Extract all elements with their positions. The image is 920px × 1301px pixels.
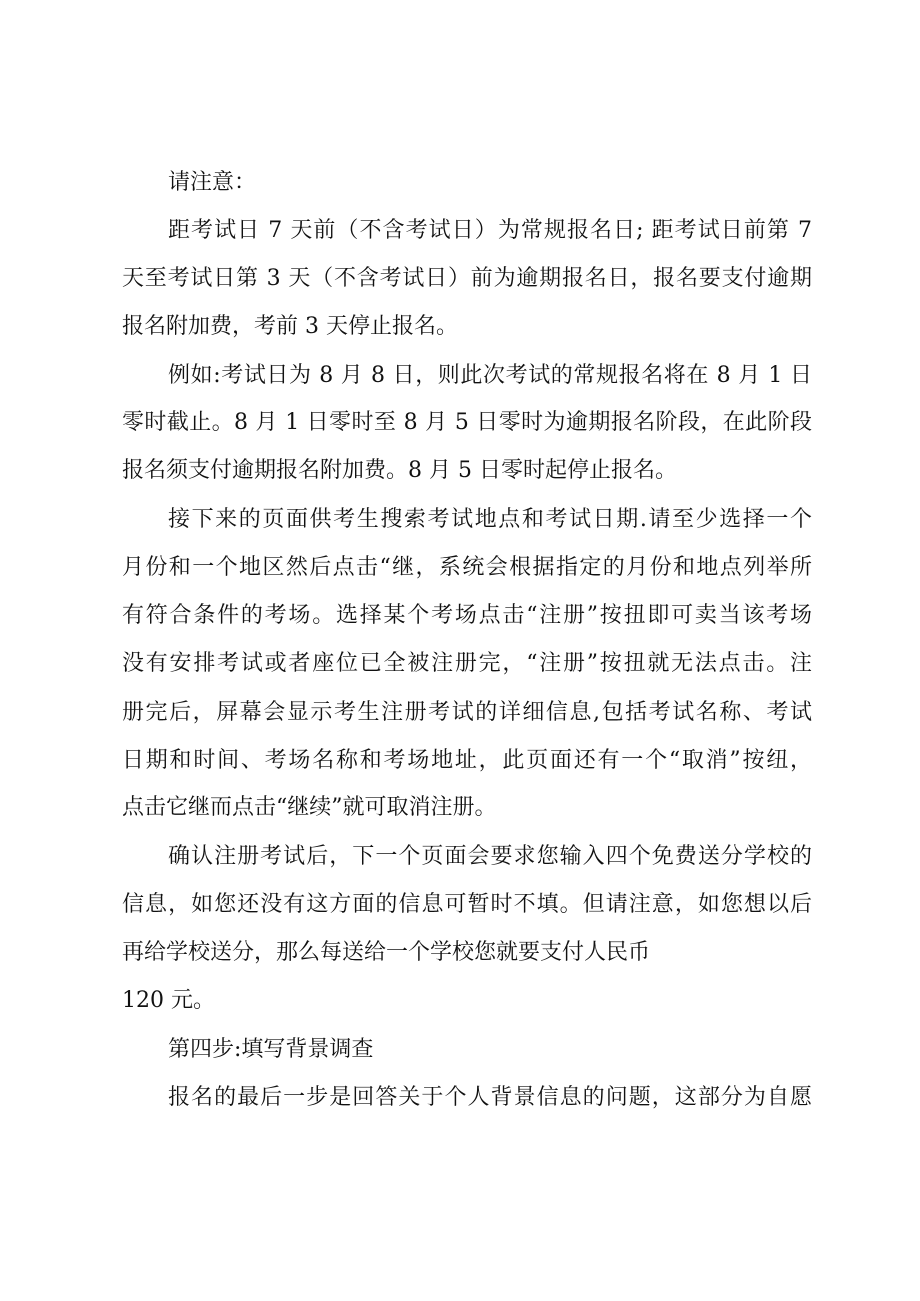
paragraph-1-line-1: 距考试日 7 天前（不含考试日）为常规报名日; 距考试日前第 7 — [168, 218, 812, 243]
paragraph-4-line-3: 再给学校送分，那么每送给一个学校您就要支付人民币 — [122, 940, 651, 965]
paragraph-2-line-3: 报名须支付逾期报名附加费。8 月 5 日零时起停止报名。 — [122, 458, 677, 483]
paragraph-4-line-1: 确认注册考试后，下一个页面会要求您输入四个免费送分学校的 — [168, 844, 812, 869]
paragraph-3-line-5: 册完后，屏幕会显示考生注册考试的详细信息,包括考试名称、考试 — [122, 700, 812, 725]
paragraph-3-line-1: 接下来的页面供考生搜索考试地点和考试日期.请至少选择一个 — [168, 507, 812, 532]
paragraph-3-line-6: 日期和时间、考场名称和考场地址，此页面还有一个“取消”按纽， — [122, 748, 812, 773]
paragraph-5-line-1: 报名的最后一步是回答关于个人背景信息的问题，这部分为自愿 — [168, 1085, 812, 1110]
paragraph-4-line-2: 信息，如您还没有这方面的信息可暂时不填。但请注意，如您想以后 — [122, 892, 812, 917]
paragraph-1-line-3: 报名附加费，考前 3 天停止报名。 — [122, 314, 458, 339]
step-heading: 第四步:填写背景调查 — [168, 1037, 374, 1062]
paragraph-1-line-2: 天至考试日第 3 天（不含考试日）前为逾期报名日，报名要支付逾期 — [122, 266, 812, 291]
paragraph-2-line-1: 例如:考试日为 8 月 8 日，则此次考试的常规报名将在 8 月 1 日 — [168, 363, 812, 388]
paragraph-3-line-3: 有符合条件的考场。选择某个考场点击“注册”按扭即可卖当该考场 — [122, 603, 812, 628]
notice-heading: 请注意： — [168, 170, 257, 195]
paragraph-3-line-7: 点击它继而点击“继续”就可取消注册。 — [122, 795, 497, 820]
paragraph-2-line-2: 零时截止。8 月 1 日零时至 8 月 5 日零时为逾期报名阶段，在此阶段 — [122, 410, 812, 435]
paragraph-4-line-4: 120 元。 — [122, 988, 215, 1013]
paragraph-3-line-4: 没有安排考试或者座位已全被注册完，“注册”按扭就无法点击。注 — [122, 651, 812, 676]
paragraph-3-line-2: 月份和一个地区然后点击“继，系统会根据指定的月份和地点列举所 — [122, 555, 812, 580]
